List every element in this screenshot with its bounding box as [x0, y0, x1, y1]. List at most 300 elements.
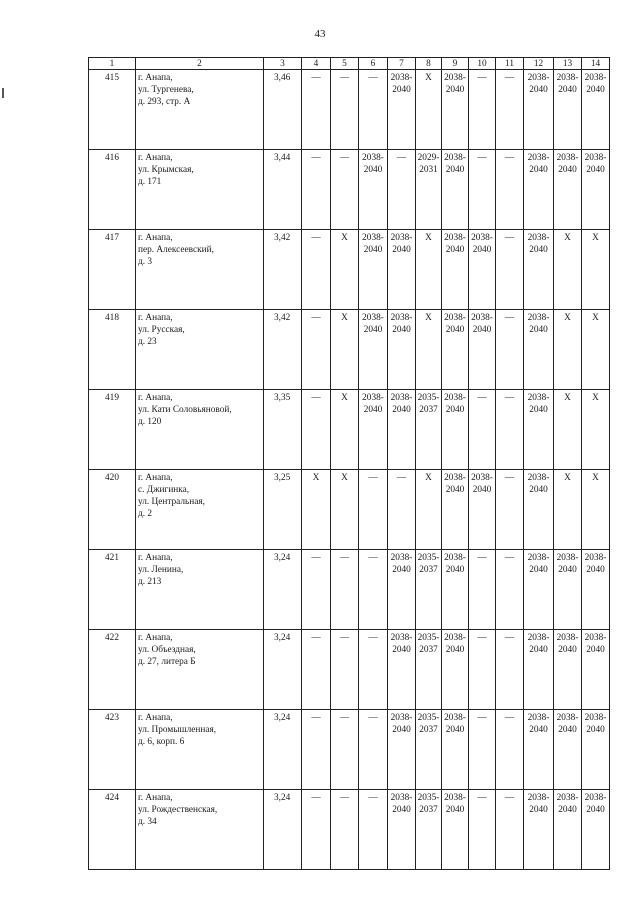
schedule-cell-line: 2038- — [390, 313, 413, 323]
address-cell — [136, 310, 264, 390]
area-value: 3,24 — [264, 630, 302, 710]
schedule-cell-line: 2040 — [363, 325, 383, 335]
address-line: д. 3 — [138, 257, 153, 267]
schedule-cell-line: 2038- — [390, 633, 413, 643]
table-row — [89, 630, 610, 710]
schedule-cell — [388, 710, 416, 790]
schedule-cell-line: — — [477, 713, 487, 723]
schedule-cell — [582, 790, 610, 870]
table-row — [89, 390, 610, 470]
schedule-cell-line: 2038- — [556, 793, 579, 803]
schedule-cell — [442, 310, 469, 390]
schedule-cell — [331, 230, 359, 310]
schedule-cell-line: 2038- — [527, 713, 550, 723]
schedule-cell-line: 2038- — [390, 393, 413, 403]
schedule-cell-line: 2038- — [444, 473, 466, 483]
schedule-cell-line: — — [368, 73, 378, 83]
column-number: 9 — [442, 58, 469, 70]
table-row — [89, 150, 610, 230]
schedule-cell-line: 2040 — [445, 725, 465, 735]
schedule-cell-line: X — [564, 313, 571, 323]
address-line: д. 34 — [138, 817, 157, 827]
schedule-cell-line: 2040 — [445, 805, 465, 815]
column-number: 7 — [388, 58, 416, 70]
schedule-cell — [302, 310, 331, 390]
schedule-cell — [554, 630, 582, 710]
area-value: 3,46 — [264, 70, 302, 150]
address-cell — [136, 230, 264, 310]
schedule-cell-line: 2040 — [392, 565, 411, 575]
schedule-cell — [469, 790, 496, 870]
address-line: ул. Ленина, — [138, 565, 184, 575]
row-number: 423 — [89, 710, 136, 790]
schedule-cell — [331, 790, 359, 870]
schedule-cell-line: 2038- — [390, 233, 413, 243]
schedule-cell — [442, 390, 469, 470]
schedule-cell — [388, 790, 416, 870]
schedule-cell-line: — — [396, 473, 407, 483]
schedule-cell-line: X — [341, 233, 348, 243]
row-number: 417 — [89, 230, 136, 310]
schedule-cell — [331, 150, 359, 230]
schedule-cell-line: X — [425, 73, 432, 83]
address-cell — [136, 150, 264, 230]
schedule-cell-line: 2040 — [586, 725, 605, 735]
schedule-cell-line: 2038- — [390, 793, 413, 803]
address-line: д. 171 — [138, 177, 162, 187]
schedule-cell-line: — — [311, 553, 321, 563]
schedule-cell-line: 2038- — [527, 553, 550, 563]
schedule-cell-line: 2031 — [419, 165, 438, 175]
schedule-cell — [442, 150, 469, 230]
schedule-cell — [302, 150, 331, 230]
schedule-cell-line: 2040 — [558, 165, 577, 175]
schedule-cell-line: 2037 — [419, 645, 438, 655]
schedule-cell — [331, 710, 359, 790]
schedule-cell-line: 2040 — [558, 645, 577, 655]
address-cell — [136, 790, 264, 870]
schedule-cell-line: — — [368, 553, 378, 563]
schedule-cell-line: 2038- — [444, 73, 466, 83]
address-cell — [136, 630, 264, 710]
address-line: д. 6, корп. 6 — [138, 737, 185, 747]
schedule-cell-line: 2040 — [529, 645, 548, 655]
schedule-cell — [582, 230, 610, 310]
schedule-cell — [496, 710, 524, 790]
column-number: 14 — [582, 58, 610, 70]
address-line: г. Анапа, — [138, 793, 173, 803]
schedule-cell-line: — — [368, 473, 378, 483]
schedule-cell — [442, 790, 469, 870]
table-body — [89, 58, 610, 870]
schedule-cell-line: X — [592, 233, 599, 243]
schedule-cell — [302, 230, 331, 310]
schedule-cell-line: X — [341, 313, 348, 323]
area-value: 3,24 — [264, 710, 302, 790]
schedule-cell — [582, 150, 610, 230]
schedule-cell-line: 2040 — [472, 485, 492, 495]
schedule-cell — [388, 550, 416, 630]
schedule-cell — [331, 630, 359, 710]
schedule-cell-line: 2040 — [363, 165, 383, 175]
schedule-cell-line: — — [477, 393, 487, 403]
schedule-cell — [496, 310, 524, 390]
schedule-cell-line: — — [504, 633, 515, 643]
schedule-cell — [416, 230, 442, 310]
schedule-cell — [524, 630, 554, 710]
schedule-cell-line: 2038- — [584, 73, 607, 83]
schedule-cell-line: — — [477, 553, 487, 563]
schedule-cell-line: 2040 — [558, 565, 577, 575]
schedule-cell — [469, 310, 496, 390]
schedule-cell — [469, 470, 496, 550]
schedule-cell — [496, 390, 524, 470]
schedule-cell-line: X — [312, 473, 320, 483]
schedule-cell — [496, 150, 524, 230]
schedule-cell — [359, 630, 388, 710]
schedule-cell — [554, 150, 582, 230]
schedule-cell — [554, 230, 582, 310]
schedule-cell-line: 2040 — [445, 245, 465, 255]
schedule-cell-line: 2038- — [527, 473, 550, 483]
schedule-cell — [388, 630, 416, 710]
schedule-cell — [359, 470, 388, 550]
schedule-cell — [388, 390, 416, 470]
address-line: г. Анапа, — [138, 313, 173, 323]
schedule-cell-line: 2040 — [392, 325, 411, 335]
schedule-cell — [524, 70, 554, 150]
schedule-cell — [388, 310, 416, 390]
schedule-cell — [524, 790, 554, 870]
schedule-cell — [359, 790, 388, 870]
schedule-cell — [524, 150, 554, 230]
schedule-cell — [359, 70, 388, 150]
schedule-cell-line: — — [339, 73, 350, 83]
row-number: 421 — [89, 550, 136, 630]
address-line: г. Анапа, — [138, 713, 173, 723]
schedule-cell — [469, 630, 496, 710]
address-line: ул. Русская, — [138, 325, 185, 335]
schedule-cell-line: 2040 — [445, 325, 465, 335]
schedule-cell-line: X — [425, 313, 432, 323]
schedule-cell-line: 2040 — [392, 85, 411, 95]
schedule-cell — [442, 470, 469, 550]
schedule-cell-line: 2038- — [556, 713, 579, 723]
schedule-cell — [469, 710, 496, 790]
address-line: д. 213 — [138, 577, 162, 587]
schedule-cell-line: X — [564, 233, 571, 243]
schedule-cell-line: X — [592, 473, 599, 483]
schedule-cell-line: X — [425, 233, 432, 243]
schedule-cell-line: 2040 — [586, 85, 605, 95]
schedule-cell-line: — — [504, 233, 515, 243]
schedule-cell-line: — — [504, 73, 515, 83]
schedule-cell-line: 2040 — [445, 565, 465, 575]
schedule-cell-line: — — [339, 713, 350, 723]
schedule-cell-line: — — [368, 633, 378, 643]
schedule-cell-line: — — [311, 633, 321, 643]
schedule-cell-line: — — [504, 713, 515, 723]
column-number: 10 — [469, 58, 496, 70]
schedule-cell-line: — — [504, 793, 515, 803]
schedule-cell-line: 2038- — [390, 713, 413, 723]
schedule-cell — [416, 630, 442, 710]
schedule-cell — [496, 230, 524, 310]
schedule-cell-line: — — [311, 713, 321, 723]
schedule-cell — [359, 310, 388, 390]
schedule-cell-line: 2040 — [529, 85, 548, 95]
schedule-cell — [524, 470, 554, 550]
schedule-cell — [416, 550, 442, 630]
address-line: г. Анапа, — [138, 393, 173, 403]
column-number-row — [89, 58, 610, 70]
schedule-cell-line: 2040 — [529, 565, 548, 575]
address-line: пер. Алексеевский, — [138, 245, 214, 255]
address-cell — [136, 710, 264, 790]
schedule-cell-line: — — [311, 793, 321, 803]
schedule-cell — [302, 470, 331, 550]
area-value: 3,24 — [264, 790, 302, 870]
schedule-cell-line: 2038- — [444, 713, 466, 723]
area-value: 3,35 — [264, 390, 302, 470]
schedule-cell-line: 2038- — [444, 633, 466, 643]
column-number: 2 — [136, 58, 264, 70]
address-line: г. Анапа, — [138, 73, 173, 83]
schedule-cell-line: 2038- — [444, 313, 466, 323]
schedule-cell — [554, 710, 582, 790]
address-line: г. Анапа, — [138, 553, 173, 563]
schedule-cell-line: X — [592, 313, 599, 323]
schedule-cell-line: — — [477, 153, 487, 163]
margin-mark — [2, 88, 4, 98]
schedule-cell-line: 2037 — [419, 405, 438, 415]
schedule-cell-line: 2040 — [363, 405, 383, 415]
schedule-cell-line: 2038- — [527, 73, 550, 83]
schedule-cell-line: 2040 — [586, 565, 605, 575]
schedule-cell — [496, 70, 524, 150]
schedule-cell-line: X — [564, 473, 571, 483]
schedule-cell-line: — — [311, 73, 321, 83]
schedule-cell-line: — — [368, 713, 378, 723]
schedule-cell-line: X — [592, 393, 599, 403]
schedule-cell — [524, 310, 554, 390]
schedule-cell-line: — — [339, 633, 350, 643]
schedule-cell — [416, 390, 442, 470]
schedule-cell-line: 2040 — [529, 245, 548, 255]
table-row — [89, 710, 610, 790]
column-number: 3 — [264, 58, 302, 70]
column-number: 13 — [554, 58, 582, 70]
schedule-cell-line: X — [425, 473, 432, 483]
schedule-cell-line: 2037 — [419, 805, 438, 815]
column-number: 12 — [524, 58, 554, 70]
schedule-cell — [582, 630, 610, 710]
schedule-cell — [302, 630, 331, 710]
schedule-cell-line: X — [341, 473, 348, 483]
schedule-cell — [582, 470, 610, 550]
schedule-cell — [554, 390, 582, 470]
schedule-cell — [442, 630, 469, 710]
schedule-cell-line: — — [504, 393, 515, 403]
schedule-cell-line: 2038- — [390, 553, 413, 563]
schedule-cell — [359, 150, 388, 230]
schedule-cell-line: 2040 — [529, 325, 548, 335]
table-row — [89, 230, 610, 310]
schedule-cell-line: 2040 — [586, 165, 605, 175]
area-value: 3,42 — [264, 230, 302, 310]
address-line: д. 293, стр. А — [138, 97, 191, 107]
schedule-cell-line: 2038- — [556, 73, 579, 83]
schedule-cell-line: 2040 — [586, 805, 605, 815]
schedule-cell-line: 2029- — [417, 153, 440, 163]
address-line: д. 2 — [138, 509, 153, 519]
schedule-cell — [416, 470, 442, 550]
schedule-cell — [469, 390, 496, 470]
schedule-cell-line: 2037 — [419, 565, 438, 575]
schedule-cell-line: — — [477, 633, 487, 643]
schedule-cell — [469, 550, 496, 630]
schedule-cell — [302, 70, 331, 150]
schedule-cell-line: 2038- — [556, 553, 579, 563]
schedule-cell — [302, 390, 331, 470]
column-number: 4 — [302, 58, 331, 70]
schedule-cell-line: 2038- — [584, 793, 607, 803]
schedule-cell-line: 2038- — [584, 553, 607, 563]
schedule-cell-line: 2040 — [529, 165, 548, 175]
schedule-cell-line: 2040 — [445, 485, 465, 495]
area-value: 3,25 — [264, 470, 302, 550]
schedule-cell — [359, 710, 388, 790]
schedule-cell — [416, 150, 442, 230]
schedule-cell-line: 2035- — [417, 793, 440, 803]
row-number: 420 — [89, 470, 136, 550]
schedule-cell-line: 2038- — [444, 153, 466, 163]
schedule-cell-line: X — [341, 393, 348, 403]
schedule-cell-line: — — [504, 473, 515, 483]
schedule-cell-line: 2038- — [362, 313, 384, 323]
schedule-cell — [469, 150, 496, 230]
schedule-cell — [496, 790, 524, 870]
schedule-cell-line: 2038- — [362, 233, 384, 243]
address-line: д. 120 — [138, 417, 162, 427]
schedule-cell-line: 2037 — [419, 725, 438, 735]
schedule-cell-line: 2038- — [362, 393, 384, 403]
address-line: ул. Тургенева, — [138, 85, 194, 95]
schedule-cell — [524, 390, 554, 470]
schedule-cell — [359, 230, 388, 310]
schedule-cell-line: — — [477, 793, 487, 803]
page-number: 43 — [314, 28, 326, 40]
schedule-cell — [331, 390, 359, 470]
schedule-cell — [496, 630, 524, 710]
schedule-cell-line: 2040 — [392, 805, 411, 815]
address-cell — [136, 390, 264, 470]
schedule-cell — [442, 710, 469, 790]
schedule-cell-line: 2038- — [390, 73, 413, 83]
schedule-cell — [388, 70, 416, 150]
schedule-cell-line: — — [504, 313, 515, 323]
schedule-cell — [388, 230, 416, 310]
column-number: 8 — [416, 58, 442, 70]
schedule-cell — [359, 550, 388, 630]
schedule-cell-line: — — [311, 313, 321, 323]
schedule-cell — [388, 150, 416, 230]
schedule-cell — [442, 70, 469, 150]
schedule-cell — [496, 550, 524, 630]
schedule-cell — [331, 470, 359, 550]
schedule-cell-line: 2040 — [529, 805, 548, 815]
schedule-cell-line: 2040 — [445, 165, 465, 175]
schedule-cell-line: X — [564, 393, 571, 403]
schedule-cell — [331, 70, 359, 150]
area-value: 3,24 — [264, 550, 302, 630]
address-line: ул. Рождественская, — [138, 805, 218, 815]
schedule-cell — [524, 230, 554, 310]
schedule-cell — [582, 310, 610, 390]
schedule-cell-line: 2038- — [444, 553, 466, 563]
schedule-cell-line: — — [311, 153, 321, 163]
schedule-cell — [331, 310, 359, 390]
schedule-cell — [496, 470, 524, 550]
schedule-cell-line: 2040 — [392, 725, 411, 735]
schedule-cell-line: — — [339, 153, 350, 163]
schedule-cell — [331, 550, 359, 630]
schedule-cell-line: 2035- — [417, 633, 440, 643]
schedule-cell — [582, 70, 610, 150]
schedule-cell-line: 2038- — [556, 153, 579, 163]
area-value: 3,44 — [264, 150, 302, 230]
table-row — [89, 550, 610, 630]
schedule-cell-line: — — [504, 553, 515, 563]
schedule-cell — [416, 790, 442, 870]
schedule-cell-line: 2038- — [471, 313, 493, 323]
address-line: с. Джигинка, — [138, 485, 190, 495]
schedule-cell — [582, 390, 610, 470]
schedule-cell-line: 2038- — [527, 393, 550, 403]
address-line: г. Анапа, — [138, 633, 173, 643]
schedule-cell — [416, 710, 442, 790]
schedule-cell-line: 2040 — [558, 85, 577, 95]
address-line: ул. Центральная, — [138, 497, 205, 507]
schedule-cell-line: 2038- — [584, 633, 607, 643]
schedule-cell-line: 2040 — [445, 645, 465, 655]
schedule-cell-line: — — [396, 153, 407, 163]
schedule-cell-line: 2038- — [444, 233, 466, 243]
schedule-cell — [442, 230, 469, 310]
schedule-cell-line: 2038- — [362, 153, 384, 163]
schedule-cell — [554, 470, 582, 550]
address-line: ул. Промышленная, — [138, 725, 217, 735]
schedule-cell-line: 2040 — [586, 645, 605, 655]
row-number: 422 — [89, 630, 136, 710]
schedule-cell-line: — — [368, 793, 378, 803]
schedule-cell-line: 2035- — [417, 713, 440, 723]
schedule-cell-line: 2040 — [472, 325, 492, 335]
schedule-cell-line: 2040 — [445, 405, 465, 415]
column-number: 11 — [496, 58, 524, 70]
schedule-cell-line: 2038- — [471, 233, 493, 243]
schedule-cell-line: 2038- — [527, 233, 550, 243]
table-row — [89, 470, 610, 550]
schedule-cell-line: 2038- — [444, 393, 466, 403]
column-number: 6 — [359, 58, 388, 70]
schedule-cell — [302, 710, 331, 790]
row-number: 415 — [89, 70, 136, 150]
schedule-cell-line: 2040 — [392, 245, 411, 255]
row-number: 416 — [89, 150, 136, 230]
address-line: г. Анапа, — [138, 473, 173, 483]
schedule-cell — [416, 310, 442, 390]
